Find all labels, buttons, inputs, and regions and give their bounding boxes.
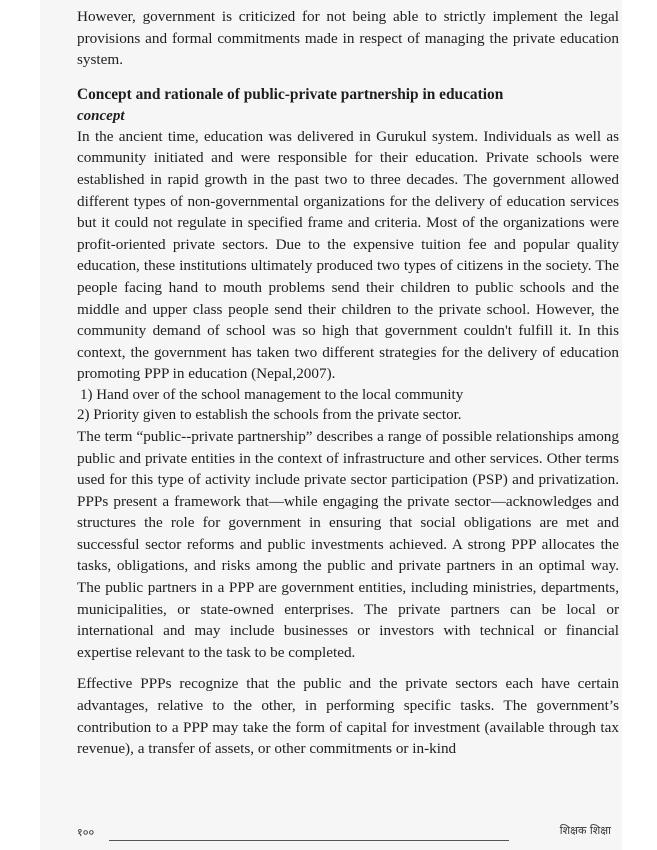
concept-paragraph: In the ancient time, education was delivered in Gurukul system. Individuals as well as community initiated and were responsible for their education. Private schools were established in rapid growth in the past two to three decades. The government allowed different types of non-governmental organizations for the delivery of education services but it could not regulate in specified frame and criteria. Most of the organizations were profit-oriented private sectors. Due to the expensive tuition fee and popular quality education, these institutions ultimately produced two types of citizens in the society. The people facing hand to mouth problems send their children to public schools and the middle and upper class people send their children to the private school. However, the community demand of school was so high that government couldn't fulfill it. In this context, the government has taken two different strategies for the delivery of education promoting PPP in education (Nepal,2007). (77, 127, 619, 383)
strategy-list-item: 1) Hand over of the school management to the local community (80, 386, 464, 403)
subsection-heading: concept (77, 107, 125, 124)
strategy-list-item: 2) Priority given to establish the schools from the private sector. (77, 407, 462, 424)
journal-title: शिक्षक शिक्षा (559, 824, 611, 837)
section-heading: Concept and rationale of public-private partnership in education (77, 85, 504, 103)
page-footer (77, 820, 619, 844)
effective-ppp-paragraph: Effective PPPs recognize that the public and the private sectors each have certain advantages, relative to the other, in performing specific tasks. The government’s contribution to a PPP may take the form of capital for investment (available through tax revenue), a transfer of assets, or other commitments or in-kind (77, 675, 619, 758)
ppp-definition-paragraph: The term “public--private partnership” describes a range of possible relationships among public and private entities in the context of infrastructure and other services. Other terms used for this type of activity include private sector participation (PSP) and privatization. PPPs present a framework that—while engaging the private sector—acknowledges and structures the role for government in ensuring that social obligations are met and successful sector reforms and public investments achieved. A strong PPP allocates the tasks, obligations, and risks among the public and private partners in an optimal way. The public partners in a PPP are government entities, including ministries, departments, municipalities, or state-owned enterprises. The private partners can be local or international and may include businesses or investors with technical or financial expertise relevant to the task to be completed. (77, 427, 619, 661)
intro-paragraph: However, government is criticized for not being able to strictly implement the legal provisions and formal commitments made in respect of managing the private education system. (77, 8, 619, 69)
page-body (77, 6, 619, 760)
page-number: १०० (77, 826, 95, 839)
footer-rule (109, 840, 509, 841)
